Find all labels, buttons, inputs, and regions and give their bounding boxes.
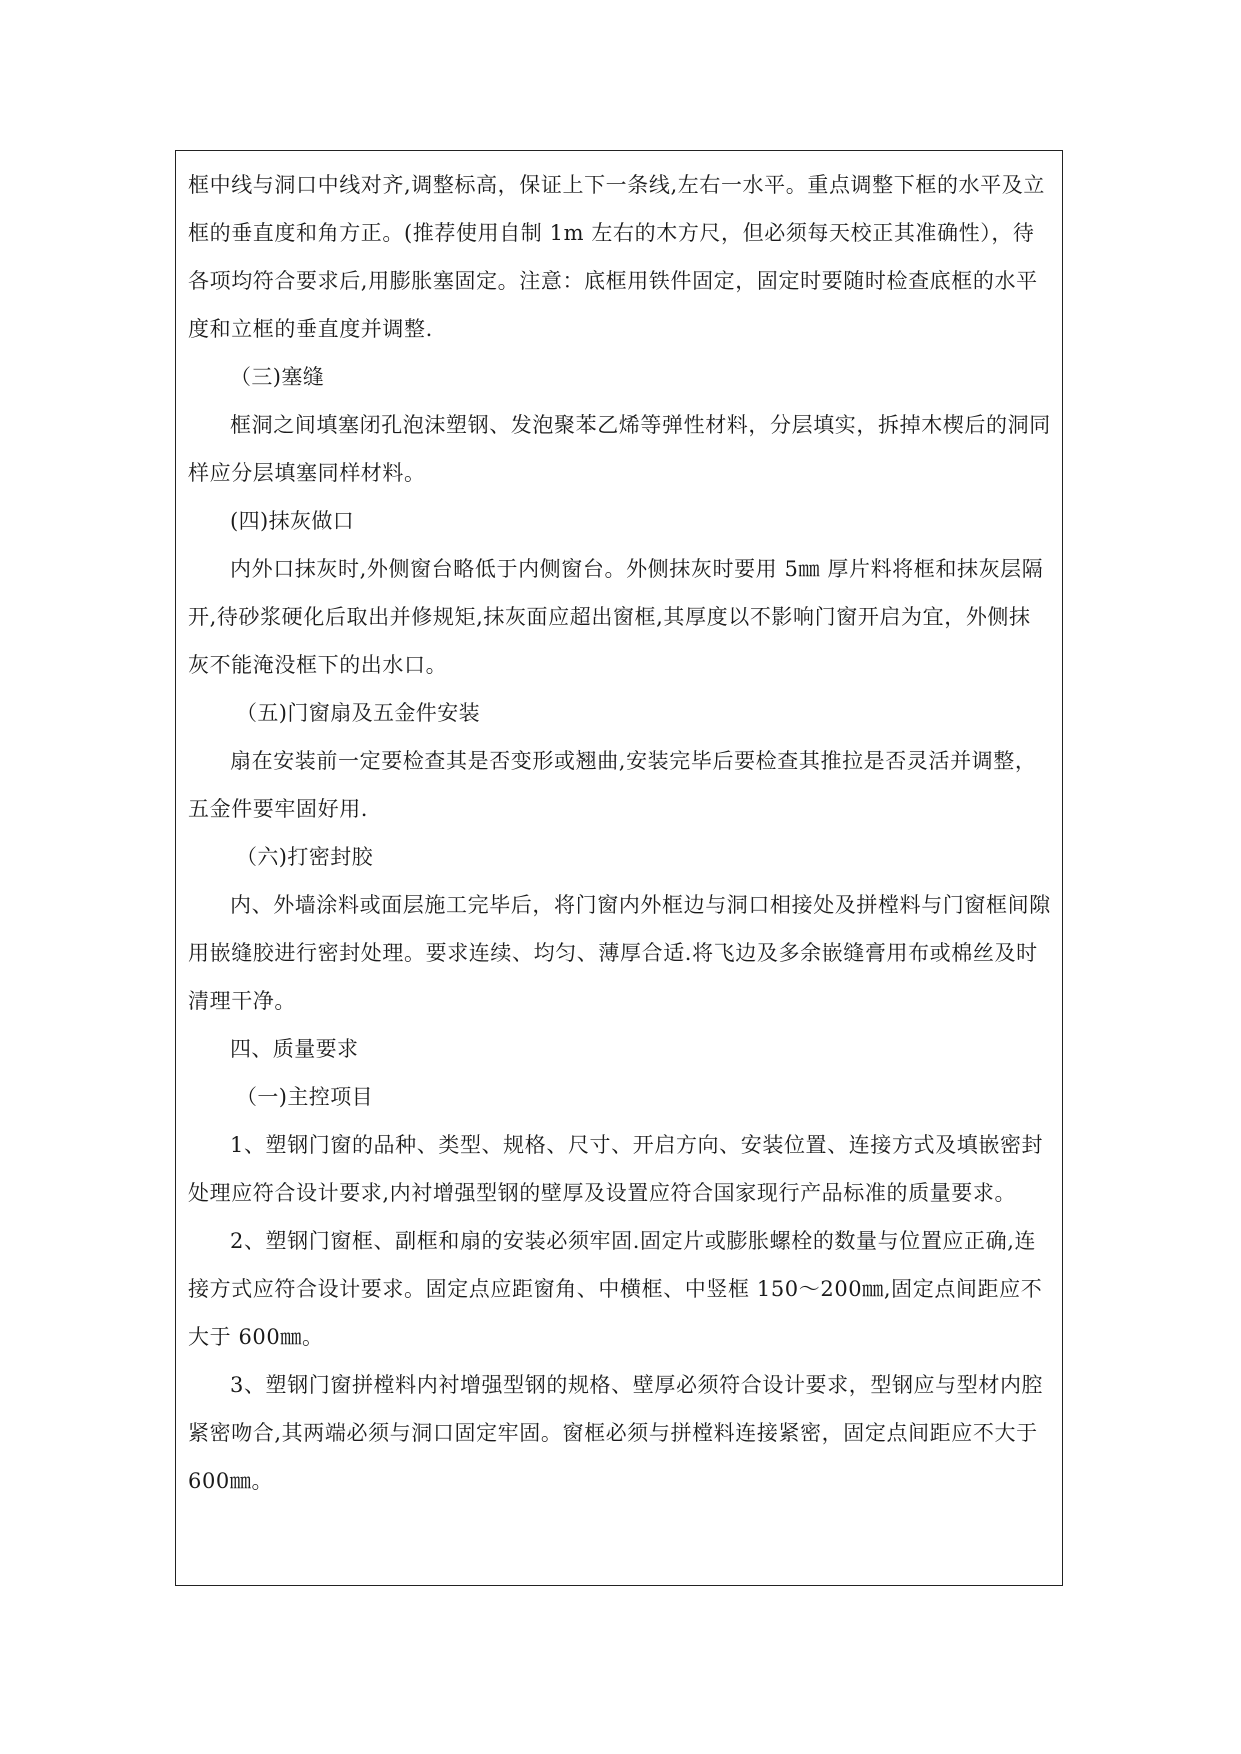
document-frame <box>175 150 1063 1586</box>
paragraph-sealant: 内、外墙涂料或面层施工完毕后，将门窗内外框边与洞口相接处及拼樘料与门窗框间隙用嵌缝胶进行密封处理。要求连续、均匀、薄厚合适.将飞边及多余嵌缝膏用布或棉丝及时清理干净。 <box>188 893 1051 1013</box>
paragraph-caulking: 框洞之间填塞闭孔泡沫塑钢、发泡聚苯乙烯等弹性材料，分层填实，拆掉木楔后的洞同样应分层填塞同样材料。 <box>188 413 1051 485</box>
paragraph-sash-hardware: 扇在安装前一定要检查其是否变形或翘曲,安装完毕后要检查其推拉是否灵活并调整，五金件要牢固好用. <box>188 749 1037 821</box>
paragraph-item-2: 2、塑钢门窗框、副框和扇的安装必须牢固.固定片或膨胀螺栓的数量与位置应正确,连接方式应符合设计要求。固定点应距窗角、中横框、中竖框 150～200㎜,固定点间距应不大于 600㎜。 <box>188 1229 1043 1349</box>
paragraph-item-3: 3、塑钢门窗拼樘料内衬增强型钢的规格、壁厚必须符合设计要求，型钢应与型材内腔紧密吻合,其两端必须与洞口固定牢固。窗框必须与拼樘料连接紧密，固定点间距应不大于 600㎜。 <box>188 1373 1044 1493</box>
paragraph-frame-alignment: 框中线与洞口中线对齐,调整标高，保证上下一条线,左右一水平。重点调整下框的水平及立框的垂直度和角方正。(推荐使用自制 1m 左右的木方尺，但必须每天校正其准确性），待各项均符合要求后,用膨胀塞固定。注意：底框用铁件固定，固定时要随时检查底框的水平度和立框的垂直度并调整. <box>188 173 1045 341</box>
heading-plastering: (四)抹灰做口 <box>230 509 355 533</box>
heading-caulking: （三)塞缝 <box>230 365 325 389</box>
heading-sealant: （六)打密封胶 <box>236 845 373 869</box>
heading-main-control-items: （一)主控项目 <box>236 1085 373 1109</box>
paragraph-plastering: 内外口抹灰时,外侧窗台略低于内侧窗台。外侧抹灰时要用 5㎜ 厚片料将框和抹灰层隔开,待砂浆硬化后取出并修规矩,抹灰面应超出窗框,其厚度以不影响门窗开启为宜，外侧抹灰不能淹没框下的出水口。 <box>188 557 1044 677</box>
heading-sash-hardware: （五)门窗扇及五金件安装 <box>236 701 480 725</box>
heading-quality-requirements: 四、质量要求 <box>230 1037 359 1061</box>
paragraph-item-1: 1、塑钢门窗的品种、类型、规格、尺寸、开启方向、安装位置、连接方式及填嵌密封处理应符合设计要求,内衬增强型钢的壁厚及设置应符合国家现行产品标准的质量要求。 <box>188 1133 1044 1205</box>
